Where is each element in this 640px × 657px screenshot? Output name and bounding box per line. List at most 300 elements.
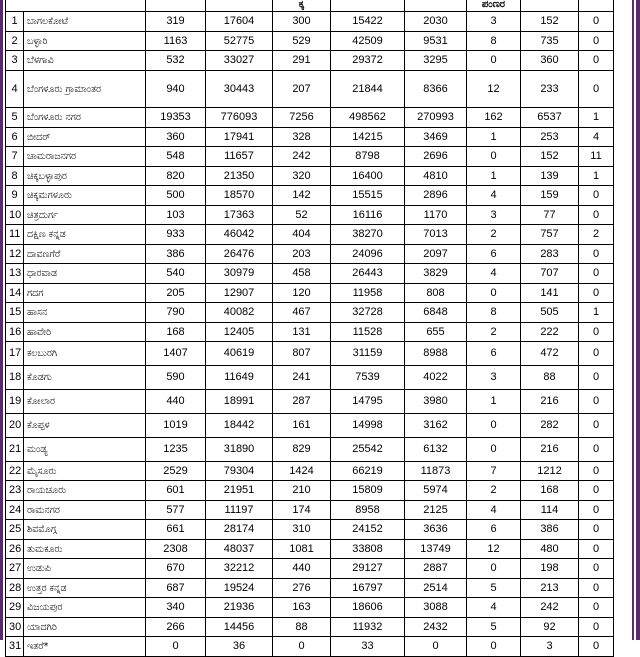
- count-cell: 498562: [331, 108, 405, 128]
- count-cell: 276: [273, 579, 331, 598]
- count-cell: 11: [579, 147, 614, 167]
- right-frame-border: [636, 0, 640, 640]
- count-cell: 0: [467, 637, 521, 657]
- table-row: [6, 342, 614, 366]
- count-cell: 0: [579, 520, 614, 540]
- district-name-cell: ಉತ್ತರ ಕನ್ನಡ: [24, 579, 146, 598]
- count-cell: 0: [467, 284, 521, 303]
- count-cell: 1: [467, 390, 521, 414]
- count-cell: 36: [206, 637, 273, 657]
- serial-number-cell: 8: [6, 167, 24, 186]
- count-cell: 0: [579, 414, 614, 438]
- header-cell: [521, 0, 579, 12]
- district-name-cell: ರಾಯಚೂರು: [24, 481, 146, 501]
- count-cell: 159: [521, 186, 579, 206]
- count-cell: 735: [521, 32, 579, 51]
- table-row: [6, 323, 614, 342]
- count-cell: 0: [579, 598, 614, 618]
- count-cell: 386: [146, 245, 206, 264]
- count-cell: 33: [331, 637, 405, 657]
- count-cell: 2: [467, 481, 521, 501]
- district-name-cell: ಚಾಮರಾಜನಗರ: [24, 147, 146, 167]
- district-table-sheet: [5, 0, 613, 652]
- count-cell: 24152: [331, 520, 405, 540]
- count-cell: 18570: [206, 186, 273, 206]
- count-cell: 0: [579, 559, 614, 579]
- right-frame-inner-border: [632, 0, 634, 640]
- serial-number-cell: 13: [6, 264, 24, 284]
- count-cell: 0: [579, 462, 614, 481]
- count-cell: 829: [273, 438, 331, 462]
- count-cell: 11197: [206, 501, 273, 520]
- count-cell: 0: [579, 390, 614, 414]
- table-row: [6, 264, 614, 284]
- count-cell: 5: [467, 618, 521, 637]
- table-row: [6, 501, 614, 520]
- count-cell: 203: [273, 245, 331, 264]
- count-cell: 1019: [146, 414, 206, 438]
- serial-number-cell: 2: [6, 32, 24, 51]
- count-cell: 0: [467, 559, 521, 579]
- count-cell: 670: [146, 559, 206, 579]
- table-row: [6, 540, 614, 559]
- count-cell: 12405: [206, 323, 273, 342]
- count-cell: 88: [521, 366, 579, 390]
- count-cell: 8958: [331, 501, 405, 520]
- count-cell: 687: [146, 579, 206, 598]
- count-cell: 540: [146, 264, 206, 284]
- count-cell: 0: [579, 32, 614, 51]
- count-cell: 3088: [405, 598, 467, 618]
- count-cell: 0: [579, 206, 614, 225]
- count-cell: 12: [467, 71, 521, 108]
- count-cell: 3469: [405, 128, 467, 147]
- count-cell: 529: [273, 32, 331, 51]
- serial-number-cell: 28: [6, 579, 24, 598]
- header-cell: [579, 0, 614, 12]
- count-cell: 0: [273, 637, 331, 657]
- district-name-cell: ಬೆಂಗಳೂರು ಗ್ರಾಮಾಂತರ: [24, 71, 146, 108]
- count-cell: 472: [521, 342, 579, 366]
- count-cell: 12907: [206, 284, 273, 303]
- count-cell: 7: [467, 462, 521, 481]
- count-cell: 2125: [405, 501, 467, 520]
- count-cell: 11528: [331, 323, 405, 342]
- district-name-cell: ಕೊಪ್ಪಳ: [24, 414, 146, 438]
- count-cell: 0: [467, 51, 521, 71]
- count-cell: 404: [273, 225, 331, 245]
- count-cell: 467: [273, 303, 331, 323]
- count-cell: 0: [579, 501, 614, 520]
- count-cell: 18991: [206, 390, 273, 414]
- count-cell: 0: [579, 618, 614, 637]
- table-row: [6, 186, 614, 206]
- count-cell: 776093: [206, 108, 273, 128]
- serial-number-cell: 5: [6, 108, 24, 128]
- count-cell: 2: [467, 323, 521, 342]
- count-cell: 2432: [405, 618, 467, 637]
- count-cell: 7539: [331, 366, 405, 390]
- count-cell: 3636: [405, 520, 467, 540]
- count-cell: 131: [273, 323, 331, 342]
- count-cell: 4022: [405, 366, 467, 390]
- table-row: [6, 462, 614, 481]
- table-row: [6, 12, 614, 32]
- count-cell: 33808: [331, 540, 405, 559]
- count-cell: 32212: [206, 559, 273, 579]
- count-cell: 29127: [331, 559, 405, 579]
- table-row: [6, 637, 614, 657]
- serial-number-cell: 20: [6, 414, 24, 438]
- count-cell: 21844: [331, 71, 405, 108]
- count-cell: 210: [273, 481, 331, 501]
- count-cell: 17604: [206, 12, 273, 32]
- count-cell: 25542: [331, 438, 405, 462]
- count-cell: 114: [521, 501, 579, 520]
- count-cell: 8: [467, 303, 521, 323]
- count-cell: 500: [146, 186, 206, 206]
- count-cell: 213: [521, 579, 579, 598]
- district-name-cell: ಬೆಳಗಾವಿ: [24, 51, 146, 71]
- count-cell: 152: [521, 12, 579, 32]
- count-cell: 21350: [206, 167, 273, 186]
- district-name-cell: ಮೈಸೂರು: [24, 462, 146, 481]
- count-cell: 3: [467, 12, 521, 32]
- count-cell: 17941: [206, 128, 273, 147]
- count-cell: 88: [273, 618, 331, 637]
- district-name-cell: ದಕ್ಷಿಣ ಕನ್ನಡ: [24, 225, 146, 245]
- count-cell: 2: [467, 225, 521, 245]
- count-cell: 9531: [405, 32, 467, 51]
- count-cell: 19524: [206, 579, 273, 598]
- count-cell: 233: [521, 71, 579, 108]
- serial-number-cell: 10: [6, 206, 24, 225]
- count-cell: 15809: [331, 481, 405, 501]
- count-cell: 3: [467, 206, 521, 225]
- header-cell: [331, 0, 405, 12]
- count-cell: 46042: [206, 225, 273, 245]
- serial-number-cell: 25: [6, 520, 24, 540]
- count-cell: 8988: [405, 342, 467, 366]
- count-cell: 5: [467, 579, 521, 598]
- table-row: [6, 390, 614, 414]
- district-name-cell: ತುಮಕೂರು: [24, 540, 146, 559]
- count-cell: 30443: [206, 71, 273, 108]
- district-name-cell: ಇತರೆ*: [24, 637, 146, 657]
- district-name-cell: ವಿಜಯಪುರ: [24, 598, 146, 618]
- count-cell: 287: [273, 390, 331, 414]
- serial-number-cell: 14: [6, 284, 24, 303]
- count-cell: 103: [146, 206, 206, 225]
- count-cell: 31159: [331, 342, 405, 366]
- count-cell: 283: [521, 245, 579, 264]
- count-cell: 33027: [206, 51, 273, 71]
- count-cell: 1212: [521, 462, 579, 481]
- table-row: [6, 579, 614, 598]
- count-cell: 601: [146, 481, 206, 501]
- count-cell: 0: [579, 342, 614, 366]
- count-cell: 11649: [206, 366, 273, 390]
- count-cell: 1235: [146, 438, 206, 462]
- count-cell: 29372: [331, 51, 405, 71]
- count-cell: 933: [146, 225, 206, 245]
- count-cell: 480: [521, 540, 579, 559]
- count-cell: 3: [467, 366, 521, 390]
- count-cell: 1: [579, 303, 614, 323]
- count-cell: 328: [273, 128, 331, 147]
- count-cell: 18442: [206, 414, 273, 438]
- district-name-cell: ಚಿಕ್ಕಬಳ್ಳಾಪುರ: [24, 167, 146, 186]
- count-cell: 820: [146, 167, 206, 186]
- count-cell: 0: [579, 12, 614, 32]
- count-cell: 940: [146, 71, 206, 108]
- count-cell: 2529: [146, 462, 206, 481]
- serial-number-cell: 24: [6, 501, 24, 520]
- count-cell: 0: [405, 637, 467, 657]
- serial-number-cell: 23: [6, 481, 24, 501]
- district-name-cell: ಬಳ್ಳಾರಿ: [24, 32, 146, 51]
- table-row: [6, 303, 614, 323]
- count-cell: 807: [273, 342, 331, 366]
- count-cell: 0: [579, 51, 614, 71]
- district-name-cell: ಕಲಬುರಗಿ: [24, 342, 146, 366]
- serial-number-cell: 1: [6, 12, 24, 32]
- count-cell: 163: [273, 598, 331, 618]
- serial-number-cell: 7: [6, 147, 24, 167]
- count-cell: 0: [579, 481, 614, 501]
- count-cell: 216: [521, 438, 579, 462]
- count-cell: 310: [273, 520, 331, 540]
- count-cell: 0: [579, 245, 614, 264]
- district-name-cell: ಹಾವೇರಿ: [24, 323, 146, 342]
- count-cell: 3: [521, 637, 579, 657]
- serial-number-cell: 16: [6, 323, 24, 342]
- count-cell: 32728: [331, 303, 405, 323]
- count-cell: 21936: [206, 598, 273, 618]
- district-name-cell: ಯಾದಗಿರಿ: [24, 618, 146, 637]
- count-cell: 142: [273, 186, 331, 206]
- table-row: [6, 366, 614, 390]
- count-cell: 1407: [146, 342, 206, 366]
- district-name-cell: ಬೀದರ್: [24, 128, 146, 147]
- serial-number-cell: 12: [6, 245, 24, 264]
- count-cell: 26476: [206, 245, 273, 264]
- count-cell: 66219: [331, 462, 405, 481]
- count-cell: 532: [146, 51, 206, 71]
- count-cell: 707: [521, 264, 579, 284]
- count-cell: 790: [146, 303, 206, 323]
- count-cell: 242: [521, 598, 579, 618]
- count-cell: 79304: [206, 462, 273, 481]
- header-cell: ಕ್ಕ: [273, 0, 331, 12]
- count-cell: 8: [467, 32, 521, 51]
- serial-number-cell: 30: [6, 618, 24, 637]
- serial-number-cell: 26: [6, 540, 24, 559]
- count-cell: 174: [273, 501, 331, 520]
- count-cell: 548: [146, 147, 206, 167]
- count-cell: 282: [521, 414, 579, 438]
- count-cell: 168: [521, 481, 579, 501]
- count-cell: 17363: [206, 206, 273, 225]
- count-cell: 590: [146, 366, 206, 390]
- serial-number-cell: 31: [6, 637, 24, 657]
- count-cell: 0: [467, 414, 521, 438]
- count-cell: 808: [405, 284, 467, 303]
- count-cell: 14215: [331, 128, 405, 147]
- count-cell: 18606: [331, 598, 405, 618]
- count-cell: 3980: [405, 390, 467, 414]
- count-cell: 360: [521, 51, 579, 71]
- count-cell: 3295: [405, 51, 467, 71]
- count-cell: 7013: [405, 225, 467, 245]
- count-cell: 12: [467, 540, 521, 559]
- count-cell: 42509: [331, 32, 405, 51]
- count-cell: 3829: [405, 264, 467, 284]
- count-cell: 1163: [146, 32, 206, 51]
- count-cell: 320: [273, 167, 331, 186]
- table-row: [6, 284, 614, 303]
- count-cell: 7256: [273, 108, 331, 128]
- count-cell: 291: [273, 51, 331, 71]
- count-cell: 0: [467, 147, 521, 167]
- table-row: [6, 51, 614, 71]
- count-cell: 6: [467, 245, 521, 264]
- count-cell: 40082: [206, 303, 273, 323]
- serial-number-cell: 9: [6, 186, 24, 206]
- serial-number-cell: 29: [6, 598, 24, 618]
- serial-number-cell: 18: [6, 366, 24, 390]
- count-cell: 6848: [405, 303, 467, 323]
- serial-number-cell: 15: [6, 303, 24, 323]
- count-cell: 2696: [405, 147, 467, 167]
- header-cell: [206, 0, 273, 12]
- serial-number-cell: 22: [6, 462, 24, 481]
- district-name-cell: ರಾಮನಗರ: [24, 501, 146, 520]
- count-cell: 253: [521, 128, 579, 147]
- table-row: [6, 414, 614, 438]
- count-cell: 15515: [331, 186, 405, 206]
- count-cell: 661: [146, 520, 206, 540]
- count-cell: 440: [146, 390, 206, 414]
- count-cell: 1170: [405, 206, 467, 225]
- count-cell: 1424: [273, 462, 331, 481]
- count-cell: 0: [579, 540, 614, 559]
- count-cell: 440: [273, 559, 331, 579]
- count-cell: 11958: [331, 284, 405, 303]
- count-cell: 6: [467, 520, 521, 540]
- count-cell: 0: [579, 71, 614, 108]
- count-cell: 48037: [206, 540, 273, 559]
- count-cell: 222: [521, 323, 579, 342]
- count-cell: 0: [146, 637, 206, 657]
- count-cell: 2308: [146, 540, 206, 559]
- count-cell: 319: [146, 12, 206, 32]
- district-name-cell: ಗದಗ: [24, 284, 146, 303]
- table-row: [6, 167, 614, 186]
- count-cell: 4: [467, 501, 521, 520]
- count-cell: 8366: [405, 71, 467, 108]
- count-cell: 52775: [206, 32, 273, 51]
- count-cell: 2030: [405, 12, 467, 32]
- count-cell: 11873: [405, 462, 467, 481]
- count-cell: 21951: [206, 481, 273, 501]
- serial-number-cell: 19: [6, 390, 24, 414]
- count-cell: 4: [467, 264, 521, 284]
- count-cell: 30979: [206, 264, 273, 284]
- count-cell: 2097: [405, 245, 467, 264]
- count-cell: 0: [579, 323, 614, 342]
- district-table: [5, 0, 614, 657]
- count-cell: 2887: [405, 559, 467, 579]
- count-cell: 16797: [331, 579, 405, 598]
- header-cell: [146, 0, 206, 12]
- count-cell: 1: [579, 108, 614, 128]
- count-cell: 577: [146, 501, 206, 520]
- count-cell: 0: [579, 264, 614, 284]
- count-cell: 3162: [405, 414, 467, 438]
- count-cell: 24096: [331, 245, 405, 264]
- left-frame-border: [0, 0, 3, 640]
- header-cell: [6, 0, 146, 12]
- table-row: [6, 108, 614, 128]
- count-cell: 655: [405, 323, 467, 342]
- count-cell: 31890: [206, 438, 273, 462]
- count-cell: 92: [521, 618, 579, 637]
- count-cell: 4: [579, 128, 614, 147]
- count-cell: 0: [467, 438, 521, 462]
- count-cell: 15422: [331, 12, 405, 32]
- count-cell: 0: [579, 366, 614, 390]
- table-row: [6, 128, 614, 147]
- header-row: [6, 0, 614, 12]
- count-cell: 40619: [206, 342, 273, 366]
- district-name-cell: ಉಡುಪಿ: [24, 559, 146, 579]
- count-cell: 1: [579, 167, 614, 186]
- count-cell: 4810: [405, 167, 467, 186]
- count-cell: 270993: [405, 108, 467, 128]
- count-cell: 1081: [273, 540, 331, 559]
- count-cell: 340: [146, 598, 206, 618]
- table-row: [6, 225, 614, 245]
- district-name-cell: ಧಾರವಾಡ: [24, 264, 146, 284]
- district-name-cell: ಬೆಂಗಳೂರು ನಗರ: [24, 108, 146, 128]
- serial-number-cell: 27: [6, 559, 24, 579]
- table-row: [6, 618, 614, 637]
- serial-number-cell: 6: [6, 128, 24, 147]
- table-row: [6, 147, 614, 167]
- table-row: [6, 481, 614, 501]
- serial-number-cell: 11: [6, 225, 24, 245]
- count-cell: 152: [521, 147, 579, 167]
- count-cell: 168: [146, 323, 206, 342]
- count-cell: 19353: [146, 108, 206, 128]
- count-cell: 4: [467, 186, 521, 206]
- count-cell: 2: [579, 225, 614, 245]
- count-cell: 0: [579, 637, 614, 657]
- count-cell: 386: [521, 520, 579, 540]
- table-row: [6, 438, 614, 462]
- district-name-cell: ಶಿವಮೊಗ್ಗ: [24, 520, 146, 540]
- count-cell: 120: [273, 284, 331, 303]
- count-cell: 0: [579, 438, 614, 462]
- count-cell: 205: [146, 284, 206, 303]
- district-name-cell: ಹಾಸನ: [24, 303, 146, 323]
- count-cell: 757: [521, 225, 579, 245]
- count-cell: 11932: [331, 618, 405, 637]
- count-cell: 0: [579, 579, 614, 598]
- district-name-cell: ಬಾಗಲಕೋಟೆ: [24, 12, 146, 32]
- table-row: [6, 598, 614, 618]
